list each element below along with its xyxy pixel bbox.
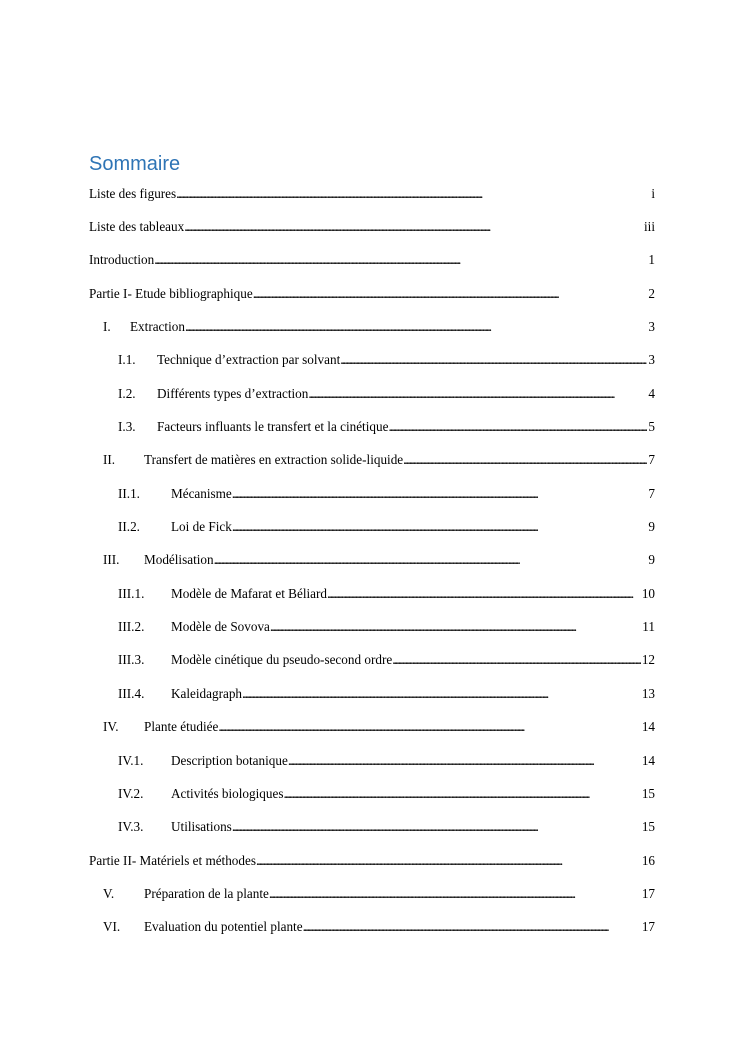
- toc-page-number: 14: [641, 719, 655, 734]
- toc-entry-label: Transfert de matières en extraction solide-liquide: [144, 452, 404, 467]
- toc-entry-label: Extraction: [130, 319, 185, 334]
- toc-entry-modelisation[interactable]: [103, 551, 655, 569]
- toc-entry-label: Différents types d’extraction: [157, 386, 309, 401]
- toc-entry-technique-extraction[interactable]: [118, 351, 655, 369]
- toc-entry-number: IV.1.: [118, 753, 144, 768]
- toc-entry-label: Facteurs influants le transfert et la cinétique: [157, 419, 389, 434]
- toc-entry-extraction[interactable]: [103, 318, 655, 336]
- toc-page-number: 11: [642, 619, 655, 634]
- toc-entry-facteurs[interactable]: [118, 418, 655, 436]
- toc-entry-evaluation-potentiel[interactable]: [103, 918, 655, 936]
- toc-leader-dots: [340, 351, 647, 369]
- toc-leader-dots: [269, 885, 641, 903]
- toc-leader-dots: [185, 318, 647, 336]
- toc-leader-dots: [308, 385, 647, 403]
- toc-entry-liste-des-figures[interactable]: [89, 185, 655, 203]
- toc-entry-label: Utilisations: [171, 819, 232, 834]
- toc-entry-mecanisme[interactable]: [118, 485, 655, 503]
- toc-entry-plante-etudiee[interactable]: [103, 718, 655, 736]
- toc-page-number: i: [651, 186, 655, 201]
- toc-entry-label: Plante étudiée: [144, 719, 219, 734]
- toc-leader-dots: [403, 451, 647, 469]
- toc-entry-number: VI.: [103, 919, 121, 934]
- toc-leader-dots: [242, 685, 641, 703]
- toc-entry-label: Introduction: [89, 252, 155, 267]
- toc-entry-number: I.1.: [118, 352, 136, 367]
- toc-entry-kaleidagraph[interactable]: [118, 685, 655, 703]
- toc-page-number: 4: [648, 386, 655, 401]
- toc-leader-dots: [184, 218, 643, 236]
- toc-entry-label: Kaleidagraph: [171, 686, 243, 701]
- toc-entry-number: IV.: [103, 719, 119, 734]
- toc-page-number: 3: [648, 319, 655, 334]
- toc-leader-dots: [218, 718, 640, 736]
- toc-entry-activites-biologiques[interactable]: [118, 785, 655, 803]
- toc-entry-description-botanique[interactable]: [118, 752, 655, 770]
- toc-entry-number: II.1.: [118, 486, 140, 501]
- toc-entry-number: III.1.: [118, 586, 145, 601]
- toc-entry-number: III.3.: [118, 652, 145, 667]
- toc-leader-dots: [214, 551, 648, 569]
- toc-entry-label: Modèle de Sovova: [171, 619, 270, 634]
- toc-leader-dots: [388, 418, 647, 436]
- toc-leader-dots: [327, 585, 641, 603]
- toc-entry-introduction[interactable]: [89, 251, 655, 269]
- toc-entry-label: Modélisation: [144, 552, 214, 567]
- toc-page-number: 16: [641, 853, 655, 868]
- toc-page-number: 7: [648, 452, 655, 467]
- toc-page-number: 3: [648, 352, 655, 367]
- toc-entry-label: Liste des tableaux: [89, 219, 185, 234]
- toc-leader-dots: [232, 518, 648, 536]
- toc-leader-dots: [288, 752, 641, 770]
- toc-page-number: 2: [648, 286, 655, 301]
- toc-entry-label: Modèle de Mafarat et Béliard: [171, 586, 327, 601]
- toc-entry-label: Liste des figures: [89, 186, 177, 201]
- toc-leader-dots: [176, 185, 650, 203]
- toc-entry-number: III.4.: [118, 686, 145, 701]
- toc-leader-dots: [303, 918, 641, 936]
- toc-entry-label: Mécanisme: [171, 486, 232, 501]
- toc-entry-types-extraction[interactable]: [118, 385, 655, 403]
- toc-entry-modele-sovova[interactable]: [118, 618, 655, 636]
- toc-leader-dots: [253, 285, 648, 303]
- toc-entry-number: I.: [103, 319, 111, 334]
- toc-entry-number: IV.3.: [118, 819, 144, 834]
- toc-entry-label: Evaluation du potentiel plante: [144, 919, 303, 934]
- toc-entry-number: V.: [103, 886, 115, 901]
- toc-entry-label: Modèle cinétique du pseudo-second ordre: [171, 652, 393, 667]
- toc-entry-label: Partie I- Etude bibliographique: [89, 286, 253, 301]
- toc-entry-number: I.3.: [118, 419, 136, 434]
- toc-page-number: 7: [648, 486, 655, 501]
- toc-entry-number: III.2.: [118, 619, 145, 634]
- toc-page-number: 5: [648, 419, 655, 434]
- toc-entry-number: II.2.: [118, 519, 140, 534]
- toc-entry-label: Activités biologiques: [171, 786, 284, 801]
- toc-leader-dots: [283, 785, 640, 803]
- toc-leader-dots: [256, 852, 641, 870]
- toc-entry-loi-de-fick[interactable]: [118, 518, 655, 536]
- toc-leader-dots: [232, 818, 641, 836]
- toc-page-number: 1: [648, 252, 655, 267]
- toc-entry-label: Technique d’extraction par solvant: [157, 352, 341, 367]
- toc-entry-label: Partie II- Matériels et méthodes: [89, 853, 256, 868]
- toc-page-number: 12: [641, 652, 655, 667]
- toc-page-number: 14: [641, 753, 655, 768]
- toc-entry-partie-2[interactable]: [89, 852, 655, 870]
- toc-entry-transfert[interactable]: [103, 451, 655, 469]
- toc-entry-partie-1[interactable]: [89, 285, 655, 303]
- toc-entry-utilisations[interactable]: [118, 818, 655, 836]
- toc-page-number: iii: [644, 219, 655, 234]
- toc-page-number: 9: [648, 519, 655, 534]
- toc-entry-number: III.: [103, 552, 120, 567]
- toc-entry-preparation-plante[interactable]: [103, 885, 655, 903]
- toc-entry-liste-des-tableaux[interactable]: [89, 218, 655, 236]
- toc-page-number: 10: [641, 586, 655, 601]
- toc-entry-number: II.: [103, 452, 116, 467]
- toc-leader-dots: [154, 251, 647, 269]
- page-title: Sommaire: [89, 153, 181, 175]
- toc-page-number: 9: [648, 552, 655, 567]
- toc-entry-modele-cinetique[interactable]: [118, 651, 655, 669]
- toc-page-number: 13: [641, 686, 655, 701]
- toc-leader-dots: [392, 651, 641, 669]
- toc-page-number: 17: [641, 919, 655, 934]
- toc-entry-number: IV.2.: [118, 786, 144, 801]
- toc-entry-label: Description botanique: [171, 753, 288, 768]
- toc-entry-modele-mafarat[interactable]: [118, 585, 655, 603]
- toc-leader-dots: [270, 618, 641, 636]
- toc-entry-number: I.2.: [118, 386, 136, 401]
- toc-page-number: 15: [641, 819, 655, 834]
- toc-entry-label: Loi de Fick: [171, 519, 232, 534]
- toc-entry-label: Préparation de la plante: [144, 886, 269, 901]
- toc-page-number: 17: [641, 886, 655, 901]
- toc-leader-dots: [232, 485, 648, 503]
- toc-page-number: 15: [641, 786, 655, 801]
